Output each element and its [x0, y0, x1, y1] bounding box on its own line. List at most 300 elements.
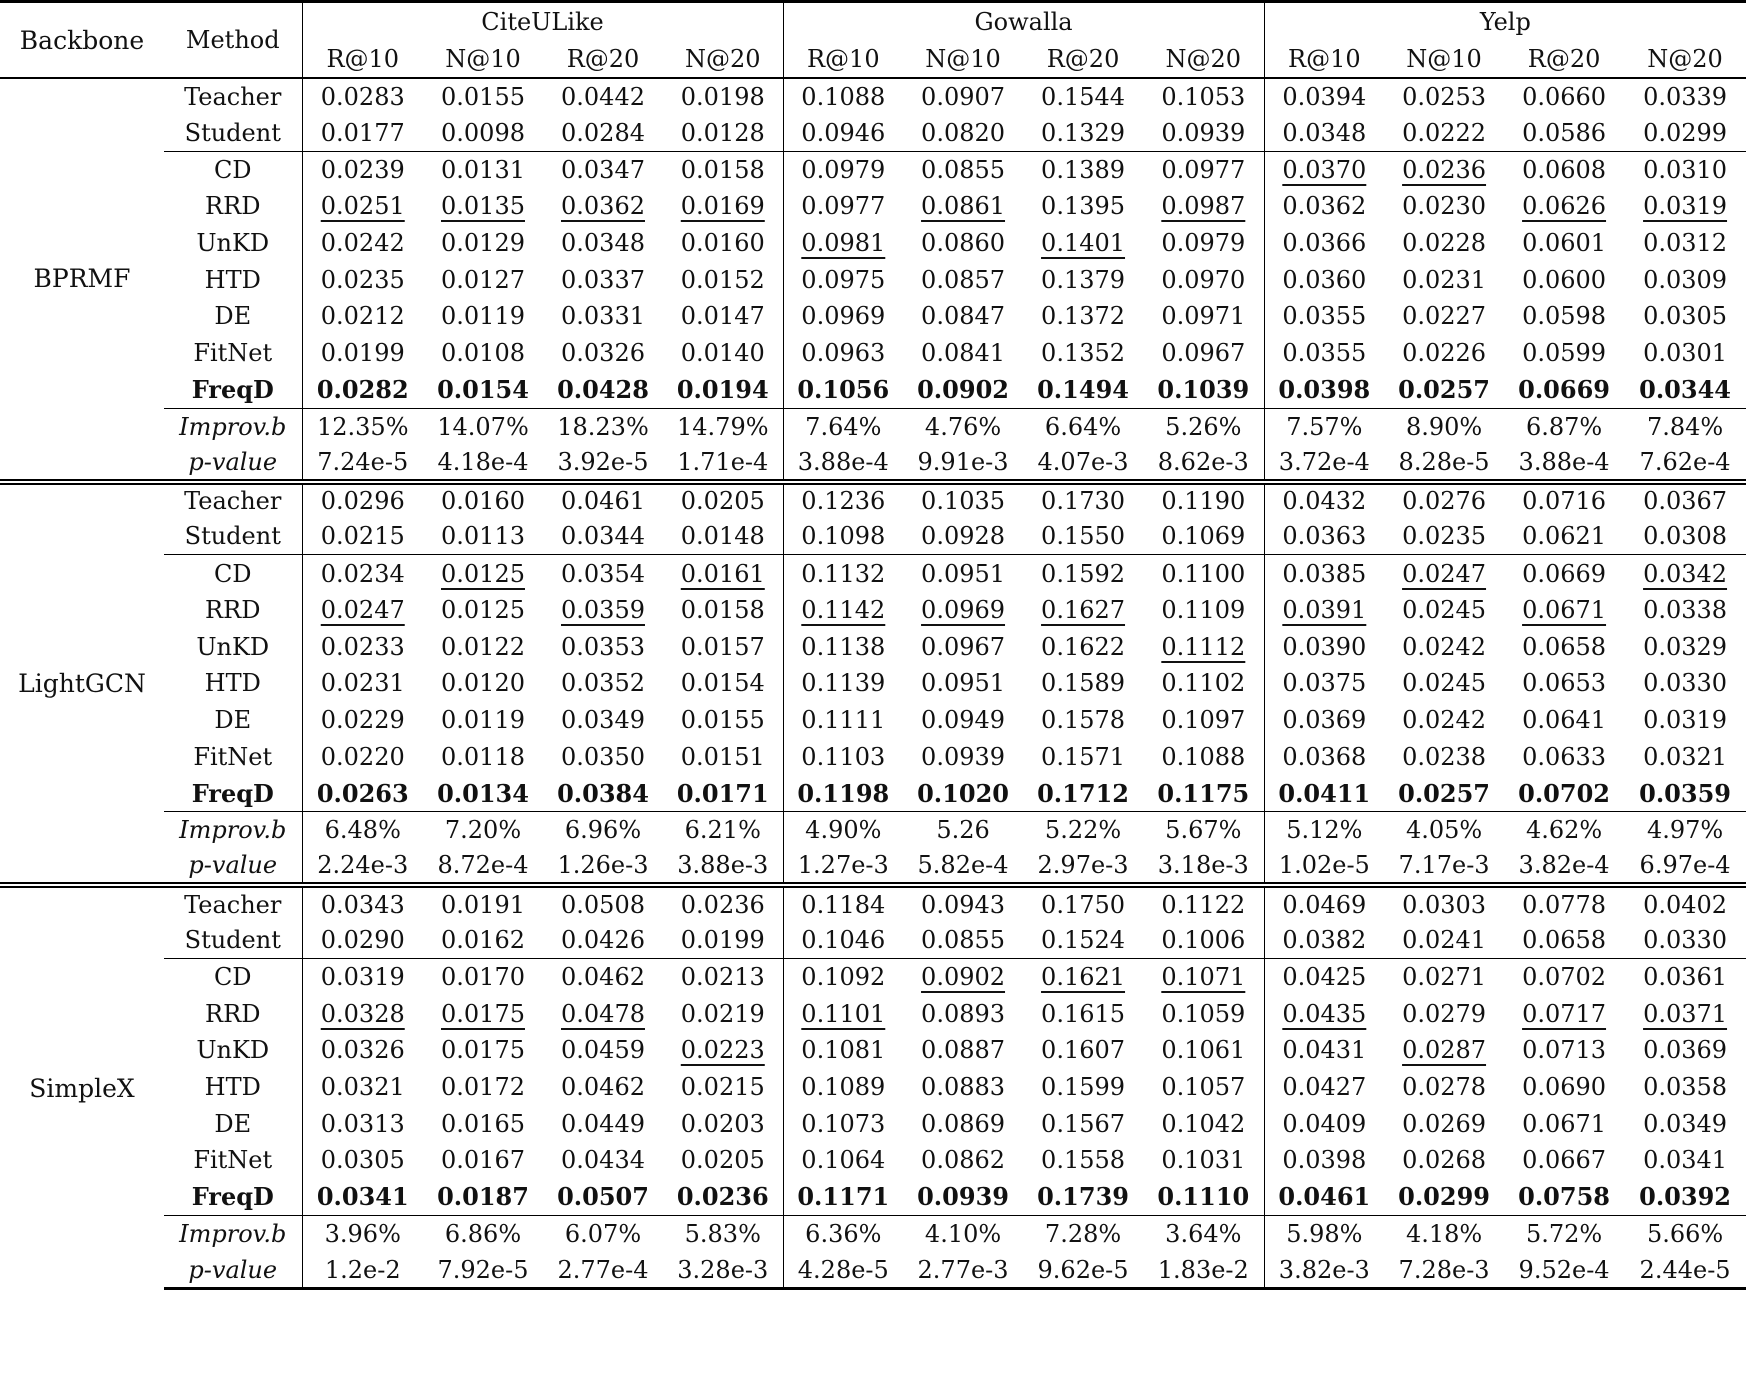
cell-value: 0.0385 [1282, 559, 1367, 588]
table-cell [1023, 115, 1143, 152]
best-value: 0.1039 [1157, 375, 1250, 405]
table-cell [1504, 592, 1624, 629]
table-cell [663, 115, 783, 152]
table-cell [423, 482, 543, 519]
table-cell [663, 1069, 783, 1106]
section-simplex [0, 885, 1746, 1289]
table-cell [1384, 665, 1504, 702]
table-cell [1504, 702, 1624, 739]
table-cell [1504, 1215, 1624, 1252]
cell-value: 0.0245 [1402, 595, 1487, 624]
table-cell [783, 188, 903, 225]
cell-value: 0.0857 [921, 265, 1006, 294]
cell-value: 0.1042 [1161, 1109, 1246, 1138]
table-cell [783, 995, 903, 1032]
cell-value: 0.0360 [1282, 265, 1367, 294]
table-cell [302, 1252, 423, 1289]
cell-value: 1.26e-3 [557, 851, 649, 880]
cell-value: 0.0398 [1282, 1146, 1367, 1175]
cell-value: 0.0233 [320, 632, 405, 661]
table-cell [1143, 188, 1264, 225]
header-metric: N@20 [1624, 40, 1746, 78]
cell-value: 0.0120 [441, 669, 525, 698]
method-label: Teacher [164, 78, 302, 115]
table-cell [1023, 665, 1143, 702]
cell-value: 0.0312 [1643, 229, 1728, 258]
cell-value: 1.02e-5 [1278, 851, 1370, 880]
cell-value: 0.0108 [441, 339, 525, 368]
cell-value: 0.0461 [561, 487, 645, 516]
table-cell [1143, 225, 1264, 262]
cell-value: 0.0599 [1522, 339, 1607, 368]
method-label: FitNet [164, 738, 302, 775]
table-cell [1384, 482, 1504, 519]
cell-value: 6.97e-4 [1639, 851, 1731, 880]
header-metric: R@10 [302, 40, 423, 78]
table-cell [1384, 775, 1504, 812]
table-cell [663, 812, 783, 849]
cell-value: 0.0409 [1282, 1109, 1367, 1138]
method-label: p-value [164, 1252, 302, 1289]
cell-value: 0.0967 [921, 632, 1006, 661]
table-cell [783, 1252, 903, 1289]
table-cell [903, 1252, 1023, 1289]
table-cell [1143, 78, 1264, 115]
cell-value: 0.0157 [680, 632, 765, 661]
table-cell [543, 188, 663, 225]
best-value: 0.1056 [797, 375, 890, 405]
cell-value: 0.0222 [1402, 118, 1487, 147]
cell-value: 0.0362 [1282, 192, 1367, 221]
table-cell [423, 445, 543, 482]
table-cell [1624, 445, 1746, 482]
table-cell [543, 298, 663, 335]
table-row [0, 482, 1746, 519]
second-best-value: 0.0135 [441, 192, 525, 221]
cell-value: 0.0425 [1282, 963, 1367, 992]
table-cell [1264, 848, 1384, 885]
table-row [0, 151, 1746, 188]
cell-value: 0.0600 [1522, 265, 1607, 294]
table-cell [1384, 812, 1504, 849]
table-cell [783, 592, 903, 629]
table-cell [783, 738, 903, 775]
table-cell [543, 1215, 663, 1252]
table-cell [1143, 775, 1264, 812]
table-cell [1023, 78, 1143, 115]
cell-value: 5.66% [1646, 1219, 1724, 1248]
table-cell [302, 628, 423, 665]
table-cell [1384, 592, 1504, 629]
table-cell [1384, 922, 1504, 959]
method-label: Improv.b [164, 408, 302, 445]
cell-value: 7.62e-4 [1639, 447, 1731, 476]
table-cell [302, 518, 423, 555]
best-value: 0.0257 [1398, 375, 1490, 405]
table-cell [903, 188, 1023, 225]
cell-value: 0.0269 [1402, 1109, 1487, 1138]
table-row [0, 1069, 1746, 1106]
best-value: 0.0341 [316, 1182, 409, 1212]
table-cell [1264, 188, 1384, 225]
header-metric: N@20 [1143, 40, 1264, 78]
cell-value: 7.17e-3 [1398, 851, 1490, 880]
table-cell [663, 408, 783, 445]
cell-value: 0.1069 [1161, 522, 1246, 551]
table-cell [1264, 115, 1384, 152]
cell-value: 0.0122 [441, 632, 525, 661]
cell-value: 0.0119 [441, 302, 525, 331]
table-cell [1264, 555, 1384, 592]
method-label: DE [164, 702, 302, 739]
table-cell [1143, 812, 1264, 849]
cell-value: 0.1097 [1161, 706, 1246, 735]
cell-value: 0.1061 [1161, 1036, 1246, 1065]
cell-value: 0.1329 [1041, 118, 1126, 147]
cell-value: 0.0241 [1402, 925, 1487, 954]
table-cell [1023, 702, 1143, 739]
cell-value: 0.1352 [1041, 339, 1126, 368]
cell-value: 0.0226 [1402, 339, 1487, 368]
second-best-value: 0.0626 [1522, 192, 1607, 221]
method-label: Student [164, 518, 302, 555]
table-cell [783, 151, 903, 188]
table-cell [423, 78, 543, 115]
cell-value: 3.88e-4 [1518, 447, 1610, 476]
table-cell [1384, 188, 1504, 225]
cell-value: 0.0339 [1643, 82, 1728, 111]
table-cell [903, 738, 1023, 775]
table-cell [1384, 445, 1504, 482]
cell-value: 0.0969 [801, 302, 886, 331]
cell-value: 0.0354 [561, 559, 645, 588]
table-cell [1264, 151, 1384, 188]
table-cell [423, 261, 543, 298]
table-cell [423, 188, 543, 225]
method-label: CD [164, 959, 302, 996]
cell-value: 0.0278 [1402, 1072, 1487, 1101]
cell-value: 9.62e-5 [1037, 1255, 1129, 1284]
table-cell [302, 445, 423, 482]
table-cell [423, 922, 543, 959]
cell-value: 4.97% [1646, 816, 1724, 845]
table-cell [663, 261, 783, 298]
table-cell [1504, 775, 1624, 812]
cell-value: 5.72% [1525, 1219, 1603, 1248]
cell-value: 0.0162 [441, 925, 525, 954]
cell-value: 0.0155 [441, 82, 525, 111]
cell-value: 0.0213 [680, 963, 765, 992]
table-row [0, 1105, 1746, 1142]
table-cell [1023, 1032, 1143, 1069]
table-cell [1504, 1252, 1624, 1289]
cell-value: 0.1190 [1161, 487, 1246, 516]
header-dataset-yelp: Yelp [1264, 2, 1746, 41]
table-cell [423, 628, 543, 665]
table-cell [1504, 665, 1624, 702]
table-cell [1264, 628, 1384, 665]
second-best-value: 0.0359 [561, 595, 645, 624]
table-cell [903, 959, 1023, 996]
table-cell [1143, 1179, 1264, 1216]
cell-value: 0.0862 [921, 1146, 1006, 1175]
table-cell [1143, 922, 1264, 959]
method-label: FreqD [164, 775, 302, 812]
table-cell [783, 372, 903, 409]
table-cell [423, 151, 543, 188]
table-cell [543, 628, 663, 665]
second-best-value: 0.0478 [561, 999, 645, 1028]
cell-value: 0.1395 [1041, 192, 1126, 221]
cell-value: 0.0353 [561, 632, 645, 661]
cell-value: 0.0151 [680, 742, 765, 771]
table-cell [1384, 995, 1504, 1032]
table-cell [663, 151, 783, 188]
second-best-value: 0.0717 [1522, 999, 1607, 1028]
cell-value: 8.90% [1405, 412, 1483, 441]
table-cell [1624, 738, 1746, 775]
table-cell [423, 812, 543, 849]
cell-value: 4.07e-3 [1037, 447, 1129, 476]
table-cell [1504, 995, 1624, 1032]
table-cell [543, 702, 663, 739]
table-cell [1264, 592, 1384, 629]
backbone-label: BPRMF [0, 78, 164, 482]
method-label: Improv.b [164, 1215, 302, 1252]
table-cell [903, 555, 1023, 592]
cell-value: 0.0118 [441, 742, 525, 771]
second-best-value: 0.0287 [1402, 1036, 1487, 1065]
table-cell [543, 115, 663, 152]
cell-value: 0.0641 [1522, 706, 1607, 735]
table-cell [1624, 959, 1746, 996]
cell-value: 0.0970 [1161, 265, 1246, 294]
cell-value: 0.0125 [441, 595, 525, 624]
method-label: DE [164, 1105, 302, 1142]
cell-value: 0.1073 [801, 1109, 886, 1138]
table-cell [302, 372, 423, 409]
cell-value: 0.0127 [441, 265, 525, 294]
cell-value: 0.0268 [1402, 1146, 1487, 1175]
table-cell [1624, 922, 1746, 959]
method-label: Teacher [164, 482, 302, 519]
cell-value: 0.1592 [1041, 559, 1126, 588]
best-value: 0.0428 [557, 375, 649, 405]
second-best-value: 0.0247 [1402, 559, 1487, 588]
table-cell [543, 225, 663, 262]
cell-value: 0.1750 [1041, 890, 1126, 919]
table-cell [1624, 995, 1746, 1032]
cell-value: 0.0231 [320, 669, 405, 698]
table-cell [543, 922, 663, 959]
table-cell [783, 702, 903, 739]
table-cell [423, 592, 543, 629]
best-value: 0.0194 [676, 375, 769, 405]
table-cell [1023, 1142, 1143, 1179]
cell-value: 14.07% [437, 412, 529, 441]
table-cell [1143, 959, 1264, 996]
cell-value: 6.36% [805, 1219, 882, 1248]
table-cell [1143, 1215, 1264, 1252]
table-cell [1504, 298, 1624, 335]
cell-value: 0.0319 [320, 963, 405, 992]
table-row [0, 959, 1746, 996]
table-cell [302, 665, 423, 702]
best-value: 0.0939 [917, 1182, 1009, 1212]
cell-value: 0.1622 [1041, 632, 1126, 661]
cell-value: 0.0939 [1161, 118, 1246, 147]
table-cell [903, 78, 1023, 115]
cell-value: 0.0432 [1282, 487, 1367, 516]
cell-value: 0.1389 [1041, 155, 1126, 184]
table-cell [1624, 188, 1746, 225]
table-cell [1143, 261, 1264, 298]
table-cell [1023, 592, 1143, 629]
cell-value: 0.0175 [441, 1036, 525, 1065]
table-cell [302, 1069, 423, 1106]
table-cell [302, 1032, 423, 1069]
cell-value: 0.0355 [1282, 302, 1367, 331]
table-cell [1023, 848, 1143, 885]
table-cell [663, 1142, 783, 1179]
table-cell [1264, 1105, 1384, 1142]
cell-value: 0.0658 [1522, 632, 1607, 661]
table-cell [903, 848, 1023, 885]
best-value: 0.0187 [437, 1182, 529, 1212]
cell-value: 0.1092 [801, 963, 886, 992]
cell-value: 3.82e-3 [1278, 1255, 1370, 1284]
cell-value: 0.0148 [680, 522, 765, 551]
cell-value: 3.28e-3 [677, 1255, 769, 1284]
table-cell [1143, 482, 1264, 519]
best-value: 0.0134 [437, 778, 529, 808]
cell-value: 0.1544 [1041, 82, 1126, 111]
table-cell [1504, 959, 1624, 996]
method-label: FreqD [164, 372, 302, 409]
cell-value: 0.0321 [320, 1072, 405, 1101]
table-cell [783, 1032, 903, 1069]
second-best-value: 0.0981 [801, 229, 886, 258]
cell-value: 0.0305 [320, 1146, 405, 1175]
cell-value: 0.0203 [680, 1109, 765, 1138]
table-cell [783, 298, 903, 335]
best-value: 0.0263 [316, 778, 409, 808]
table-cell [1023, 298, 1143, 335]
table-cell [423, 1105, 543, 1142]
cell-value: 0.0427 [1282, 1072, 1367, 1101]
cell-value: 7.84% [1646, 412, 1724, 441]
table-cell [302, 702, 423, 739]
cell-value: 0.0349 [1643, 1109, 1728, 1138]
cell-value: 7.20% [444, 816, 522, 845]
table-cell [423, 959, 543, 996]
table-cell [1143, 151, 1264, 188]
cell-value: 2.44e-5 [1639, 1255, 1731, 1284]
table-cell [903, 922, 1023, 959]
best-value: 0.1198 [797, 778, 890, 808]
table-cell [302, 261, 423, 298]
header-metric: N@10 [423, 40, 543, 78]
cell-value: 0.0212 [320, 302, 405, 331]
cell-value: 0.0337 [561, 265, 645, 294]
table-cell [1023, 225, 1143, 262]
cell-value: 3.82e-4 [1518, 851, 1610, 880]
cell-value: 6.48% [324, 816, 401, 845]
table-cell [1143, 628, 1264, 665]
table-cell [1023, 188, 1143, 225]
table-cell [903, 518, 1023, 555]
cell-value: 0.0361 [1643, 963, 1728, 992]
table-cell [663, 1032, 783, 1069]
table-cell [1624, 848, 1746, 885]
cell-value: 0.0283 [320, 82, 405, 111]
table-cell [663, 959, 783, 996]
table-cell [1504, 261, 1624, 298]
method-label: FitNet [164, 335, 302, 372]
table-cell [423, 665, 543, 702]
table-cell [1504, 151, 1624, 188]
table-cell [1264, 298, 1384, 335]
cell-value: 0.0358 [1643, 1072, 1728, 1101]
cell-value: 0.0949 [921, 706, 1006, 735]
cell-value: 0.0199 [320, 339, 405, 368]
cell-value: 0.0946 [801, 118, 886, 147]
cell-value: 0.0119 [441, 706, 525, 735]
best-value: 0.0257 [1398, 778, 1490, 808]
table-cell [783, 335, 903, 372]
cell-value: 0.1139 [801, 669, 886, 698]
table-cell [1504, 922, 1624, 959]
method-label: p-value [164, 445, 302, 482]
cell-value: 0.1607 [1041, 1036, 1126, 1065]
method-label: DE [164, 298, 302, 335]
cell-value: 0.0883 [921, 1072, 1006, 1101]
method-label: RRD [164, 188, 302, 225]
table-cell [1384, 225, 1504, 262]
cell-value: 0.1558 [1041, 1146, 1126, 1175]
table-cell [1023, 555, 1143, 592]
cell-value: 0.0230 [1402, 192, 1487, 221]
header-dataset-citeulike: CiteULike [302, 2, 783, 41]
table-cell [423, 372, 543, 409]
best-value: 0.0359 [1639, 778, 1731, 808]
cell-value: 0.0234 [320, 559, 405, 588]
table-cell [423, 555, 543, 592]
best-value: 0.0236 [676, 1182, 769, 1212]
second-best-value: 0.0342 [1643, 559, 1728, 588]
table-cell [903, 702, 1023, 739]
cell-value: 0.0338 [1643, 595, 1728, 624]
cell-value: 0.1059 [1161, 999, 1246, 1028]
table-cell [1504, 555, 1624, 592]
table-cell [1023, 738, 1143, 775]
table-cell [1384, 628, 1504, 665]
table-cell [663, 445, 783, 482]
table-cell [1624, 261, 1746, 298]
table-cell [1264, 78, 1384, 115]
best-value: 0.0344 [1639, 375, 1731, 405]
cell-value: 0.1109 [1161, 595, 1246, 624]
method-label: Improv.b [164, 812, 302, 849]
table-cell [1504, 1179, 1624, 1216]
table-cell [1264, 1252, 1384, 1289]
table-cell [1264, 922, 1384, 959]
cell-value: 0.0469 [1282, 890, 1367, 919]
table-cell [783, 848, 903, 885]
second-best-value: 0.0362 [561, 192, 645, 221]
cell-value: 0.0658 [1522, 925, 1607, 954]
table-cell [543, 555, 663, 592]
